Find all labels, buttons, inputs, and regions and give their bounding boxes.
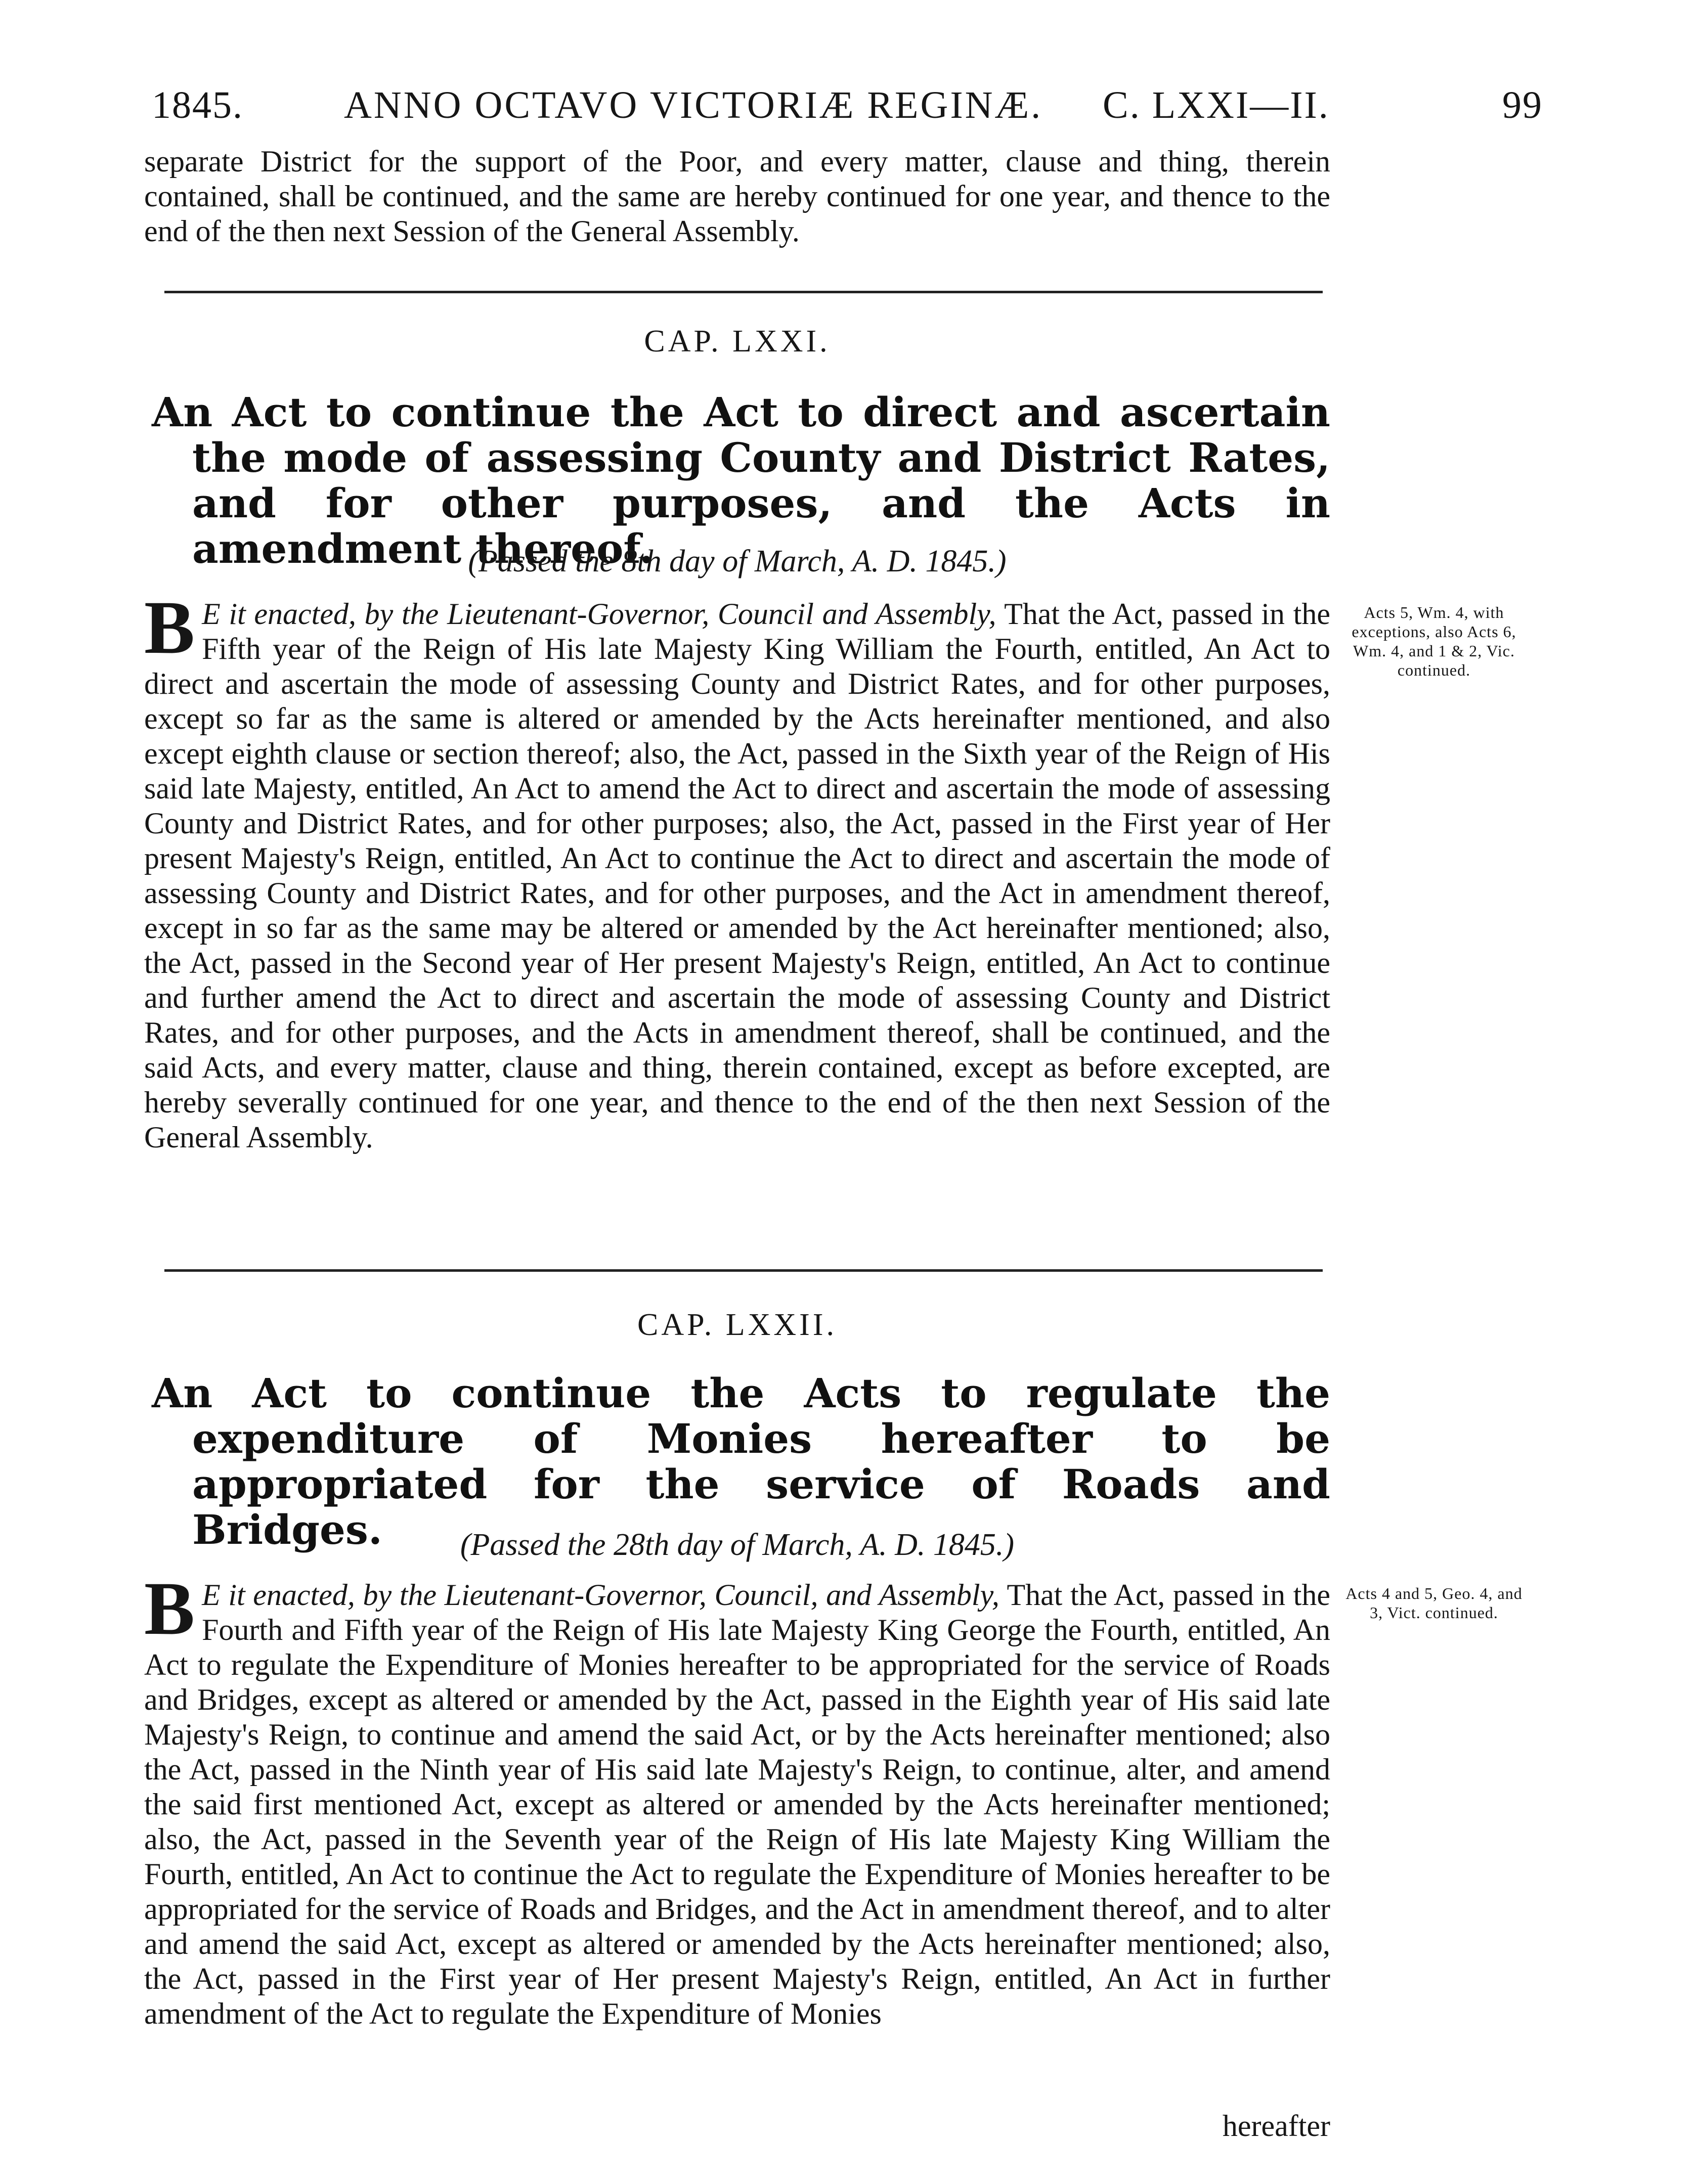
enacting-clause-71: E it enacted, by the Lieutenant-Governor, Council and Assembly, — [202, 597, 996, 631]
running-head-title: ANNO OCTAVO VICTORIÆ REGINÆ. — [344, 84, 1043, 126]
act-title-71: An Act to continue the Act to direct and ascertain the mode of assessing County and District Rates, and for other purposes, and the Acts in amendment thereof. — [152, 388, 1330, 572]
chapter-heading-71: CAP. LXXI. — [644, 324, 831, 359]
margin-note-72: Acts 4 and 5, Geo. 4, and 3, Vict. continued. — [1345, 1584, 1522, 1622]
act-body-text-72: That the Act, passed in the Fourth and Fifth year of the Reign of His late Majesty King George the Fourth, entitled, An Act to regulate the Expenditure of Monies hereafter to be appropriated for the service of Roads and Bridges, except as altered or amended by the Act, passed in the Eighth year of His said late Majesty's Reign, to continue and amend the said Act, or by the Acts hereinafter mentioned; also the Act, passed in the Ninth year of His said late Majesty's Reign, to continue, alter, and amend the said first mentioned Act, except as altered or amended by the Acts hereinafter mentioned; also, the Act, passed in the Seventh year of the Reign of His late Majesty King William the Fourth, entitled, An Act to continue the Act to regulate the Expenditure of Monies hereafter to be appropriated for the service of Roads and Bridges, and the Act in amendment thereof, and to alter and amend the said Act, except as altered or amended by the Acts hereinafter mentioned; also, the Act, passed in the First year of Her present Majesty's Reign, entitled, An Act in further amendment of the Act to regulate the Expenditure of Monies — [144, 1578, 1330, 2030]
section-divider — [164, 1269, 1323, 1272]
running-head-year: 1845. — [152, 84, 243, 126]
act-body-72 — [144, 1567, 1330, 2031]
act-title-72: An Act to continue the Acts to regulate the expenditure of Monies hereafter to be appropriated for the service of Roads and Bridges. — [152, 1369, 1330, 1553]
page-number: 99 — [1502, 84, 1543, 126]
continuation-paragraph: separate District for the support of the Poor, and every matter, clause and thing, therein contained, shall be continued, and the same are hereby continued for one year, and thence to the end of the then next Session of the General Assembly. — [144, 145, 1330, 248]
passed-date-72: (Passed the 28th day of March, A. D. 1845.) — [460, 1528, 1015, 1562]
catchword: hereafter — [1222, 2109, 1330, 2143]
running-head-chapter: C. LXXI—II. — [1103, 84, 1330, 126]
section-divider — [164, 291, 1323, 293]
passed-date-71: (Passed the 8th day of March, A. D. 1845.) — [468, 544, 1007, 578]
act-body-71 — [144, 586, 1331, 1155]
act-body-text-71: That the Act, passed in the Fifth year of the Reign of His late Majesty King William the Fourth, entitled, An Act to direct and ascertain the mode of assessing County and District Rates, and for other purposes, except so far as the same is altered or amended by the Acts hereinafter mentioned, and also except eighth clause or section thereof; also, the Act, passed in the Sixth year of the Reign of His said late Majesty, entitled, An Act to amend the Act to direct and ascertain the mode of assessing County and District Rates, and for other purposes; also, the Act, passed in the First year of Her present Majesty's Reign, entitled, An Act to continue the Act to direct and ascertain the mode of assessing County and District Rates, and for other purposes, and the Act in amendment thereof, except in so far as the same may be altered or amended by the Act hereinafter mentioned; also, the Act, passed in the Second year of Her present Majesty's Reign, entitled, An Act to continue and further amend the Act to direct and ascertain the mode of assessing County and District Rates, and for other purposes, and the Acts in amendment thereof, shall be continued, and the said Acts, and every matter, clause and thing, therein contained, except as before excepted, are hereby severally continued for one year, and thence to the end of the then next Session of the General Assembly. — [144, 597, 1331, 1154]
running-head — [152, 83, 1543, 134]
drop-cap-72: B — [144, 1567, 195, 1651]
enacting-clause-72: E it enacted, by the Lieutenant-Governor, Council, and Assembly, — [202, 1578, 999, 1612]
margin-note-71: Acts 5, Wm. 4, with exceptions, also Acts 6, Wm. 4, and 1 & 2, Vic. continued. — [1352, 603, 1516, 679]
drop-cap-71: B — [144, 586, 195, 670]
chapter-heading-72: CAP. LXXII. — [637, 1308, 837, 1342]
